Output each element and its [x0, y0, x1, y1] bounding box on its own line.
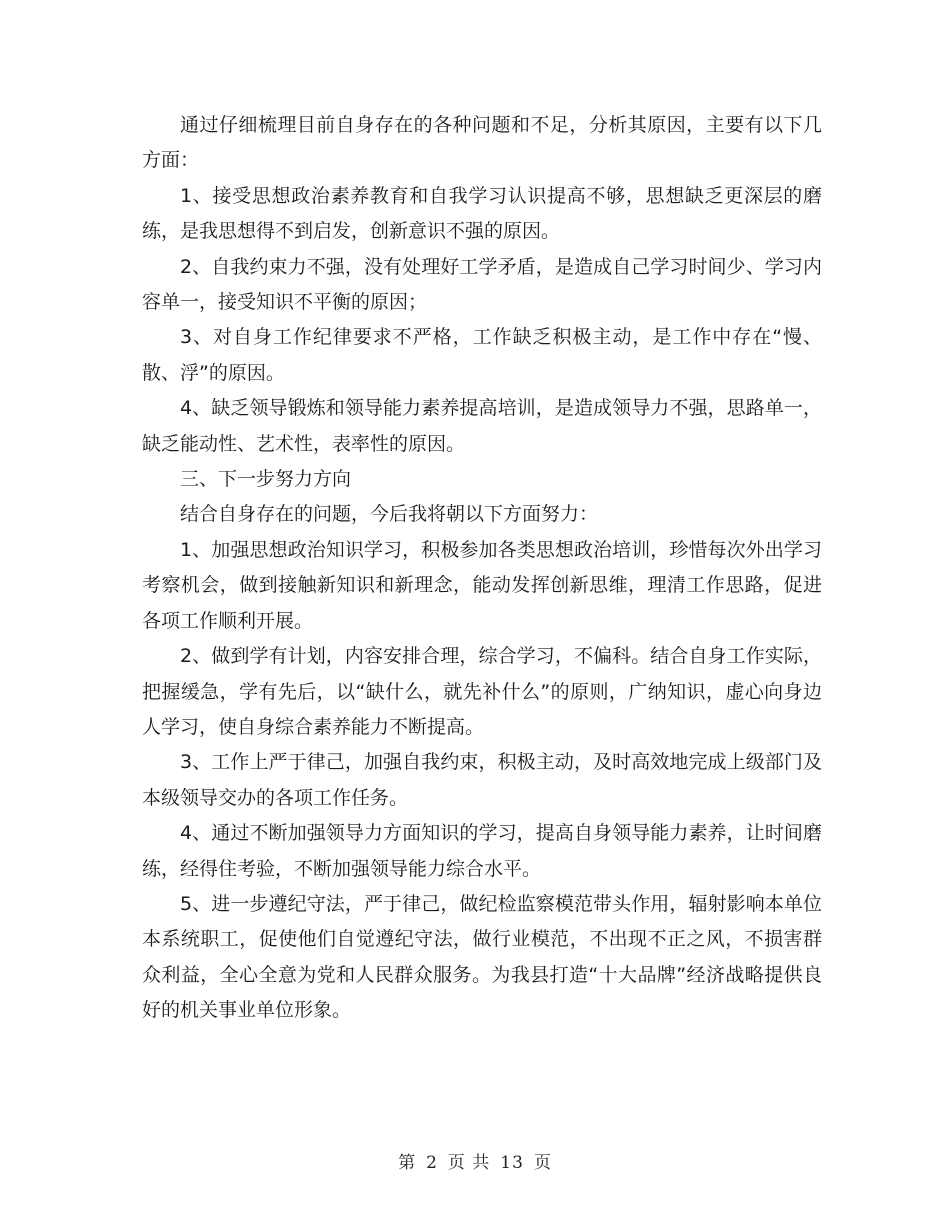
paragraph-cause-1: 1、接受思想政治素养教育和自我学习认识提高不够，思想缺乏更深层的磨练，是我思想得不到启发，创新意识不强的原因。 — [142, 184, 822, 243]
paragraph-cause-3: 3、对自身工作纪律要求不严格，工作缺乏积极主动，是工作中存在“慢、散、浮”的原因。 — [142, 326, 822, 384]
paragraph-direction-4: 4、通过不断加强领导力方面知识的学习，提高自身领导能力素养，让时间磨练，经得住考验，不断加强领导能力综合水平。 — [142, 822, 822, 880]
paragraph-direction-intro: 结合自身存在的问题，今后我将朝以下方面努力： — [180, 503, 599, 526]
paragraph-direction-5: 5、进一步遵纪守法，严于律己，做纪检监察模范带头作用，辐射影响本单位本系统职工，促使他们自觉遵纪守法，做行业模范，不出现不正之风，不损害群众利益，全心全意为党和人民群众服务。为我县打造“十大品牌”经济战略提供良好的机关事业单位形象。 — [142, 892, 822, 1022]
page-footer — [0, 1148, 950, 1173]
paragraph-cause-2: 2、自我约束力不强，没有处理好工学矛盾，是造成自己学习时间少、学习内容单一，接受知识不平衡的原因； — [142, 255, 822, 314]
footer-prefix: 第 — [398, 1153, 417, 1173]
paragraph-intro: 通过仔细梳理目前自身存在的各种问题和不足，分析其原因，主要有以下几方面： — [142, 114, 822, 172]
paragraph-direction-1: 1、加强思想政治知识学习，积极参加各类思想政治培训，珍惜每次外出学习考察机会，做到接触新知识和新理念，能动发挥创新思维，理清工作思路，促进各项工作顺利开展。 — [142, 538, 822, 632]
footer-middle: 页 共 — [447, 1153, 491, 1173]
paragraph-cause-4: 4、缺乏领导锻炼和领导能力素养提高培训，是造成领导力不强，思路单一，缺乏能动性、艺术性，表率性的原因。 — [142, 397, 822, 455]
footer-total-pages: 13 — [500, 1153, 524, 1173]
paragraph-direction-3: 3、工作上严于律己，加强自我约束，积极主动，及时高效地完成上级部门及本级领导交办的各项工作任务。 — [142, 751, 822, 809]
footer-page-number: 2 — [426, 1153, 438, 1173]
paragraph-direction-2: 2、做到学有计划，内容安排合理，综合学习，不偏科。结合自身工作实际，把握缓急，学有先后，以“缺什么，就先补什么”的原则，广纳知识，虚心向身边人学习，使自身综合素养能力不断提高。 — [142, 645, 822, 738]
footer-suffix: 页 — [533, 1153, 552, 1173]
document-body — [142, 108, 822, 1029]
section-heading: 三、下一步努力方向 — [180, 468, 352, 491]
